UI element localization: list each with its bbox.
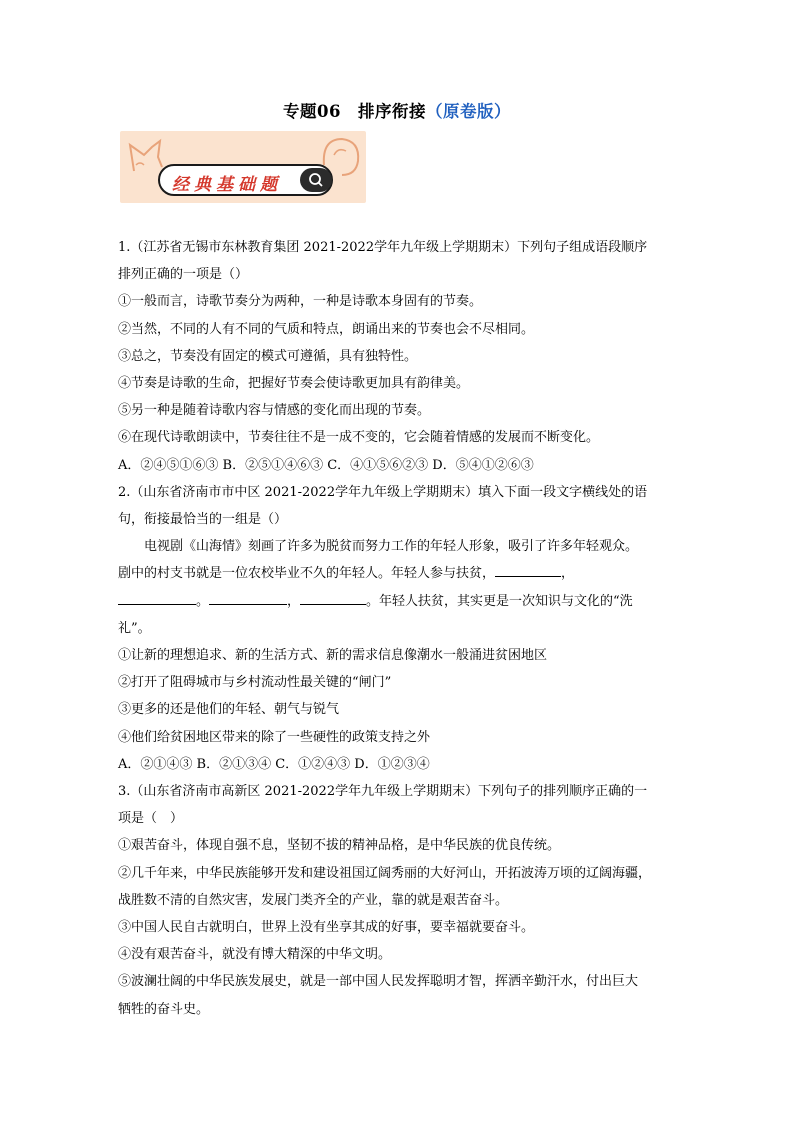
- q2-passage-line4: 礼”。: [118, 620, 151, 636]
- q3-stem-line2: 项是（ ）: [118, 811, 184, 827]
- q1-item-5: ⑤另一种是随着诗歌内容与情感的变化而出现的节奏。: [118, 403, 431, 419]
- q2-sep: ，: [287, 593, 301, 609]
- q2-passage-line2: [118, 560, 680, 587]
- q2-passage-line1: 电视剧《山海情》刻画了许多为脱贫而努力工作的年轻人形象，吸引了许多年轻观众。: [144, 539, 639, 555]
- q1-stem-line1: 1.（江苏省无锡市东林教育集团 2021-2022学年九年级上学期期末）下列句子组成语段顺序: [118, 240, 648, 255]
- q2-stem-line2: 句，衔接最恰当的一组是（）: [118, 512, 288, 528]
- search-button[interactable]: [300, 168, 332, 192]
- q1-item-1: ①一般而言，诗歌节奏分为两种，一种是诗歌本身固有的节奏。: [118, 294, 483, 310]
- q2-options: A．②①④③ B．②①③④ C．①②④③ D．①②③④: [118, 756, 430, 772]
- q2-blank-3: [209, 590, 287, 605]
- q2-passage-text: 剧中的村支书就是一位农校毕业不久的年轻人。年轻人参与扶贫，: [118, 566, 496, 582]
- q1-item-6: ⑥在现代诗歌朗读中，节奏往往不是一成不变的，它会随着情感的发展而不断变化。: [118, 430, 600, 446]
- banner-label: [158, 164, 333, 196]
- q3-item-2-cont: 战胜数不清的自然灾害，发展门类齐全的产业，靠的就是艰苦奋斗。: [118, 892, 509, 908]
- q3-item-3: ③中国人民自古就明白，世界上没有坐享其成的好事，要幸福就要奋斗。: [118, 920, 535, 936]
- q1-stem-line2: 排列正确的一项是（）: [118, 267, 249, 283]
- banner-text: 经典基础题: [172, 175, 282, 195]
- q3-item-2: ②几千年来，中华民族能够开发和建设祖国辽阔秀丽的大好河山，开拓波涛万顷的辽阔海疆，: [118, 865, 652, 881]
- q3-item-5: ⑤波澜壮阔的中华民族发展史，就是一部中国人民发挥聪明才智，挥洒辛勤汗水，付出巨大: [118, 974, 639, 990]
- q1-options: A．②④⑤①⑥③ B．②⑤①④⑥③ C．④①⑤⑥②③ D．⑤④①②⑥③: [118, 457, 534, 473]
- title-main: 专题06 排序衔接: [283, 102, 426, 121]
- q2-blank-4: [300, 590, 366, 605]
- q1-item-3: ③总之，节奏没有固定的模式可遵循，具有独特性。: [118, 348, 418, 364]
- q2-item-3: ③更多的还是他们的年轻、朝气与锐气: [118, 702, 340, 718]
- q3-item-4: ④没有艰苦奋斗，就没有博大精深的中华文明。: [118, 947, 392, 963]
- q1-item-2: ②当然，不同的人有不同的气质和特点，朗诵出来的节奏也会不尽相同。: [118, 321, 535, 337]
- page-title: [0, 98, 794, 122]
- q2-sep: ，: [561, 566, 575, 582]
- q3-stem-line1: 3.（山东省济南市高新区 2021-2022学年九年级上学期期末）下列句子的排列顺序正确的一: [118, 784, 648, 800]
- q3-item-5-cont: 牺牲的奋斗史。: [118, 1001, 210, 1017]
- section-banner: [120, 131, 366, 203]
- q2-item-4: ④他们给贫困地区带来的除了一些硬性的政策支持之外: [118, 729, 431, 745]
- q2-passage-line3: [118, 588, 680, 615]
- title-accent: （原卷版）: [425, 102, 511, 121]
- q2-blank-1: [495, 562, 561, 577]
- q2-item-1: ①让新的理想追求、新的生活方式、新的需求信息像潮水一般涌进贫困地区: [118, 648, 548, 664]
- q2-stem-line1: 2.（山东省济南市市中区 2021-2022学年九年级上学期期末）填入下面一段文字横线处的语: [118, 484, 648, 500]
- q2-sep: 。: [196, 593, 210, 609]
- q1-item-4: ④节奏是诗歌的生命，把握好节奏会使诗歌更加具有韵律美。: [118, 376, 470, 392]
- document-body: [118, 234, 680, 1023]
- q2-item-2: ②打开了阻碍城市与乡村流动性最关键的“闸门”: [118, 675, 392, 691]
- q2-blank-2: [118, 590, 196, 605]
- search-icon: [300, 168, 332, 192]
- q2-passage-tail: 。年轻人扶贫，其实更是一次知识与文化的“洗: [366, 593, 633, 609]
- q3-item-1: ①艰苦奋斗，体现自强不息，坚韧不拔的精神品格，是中华民族的优良传统。: [118, 838, 561, 854]
